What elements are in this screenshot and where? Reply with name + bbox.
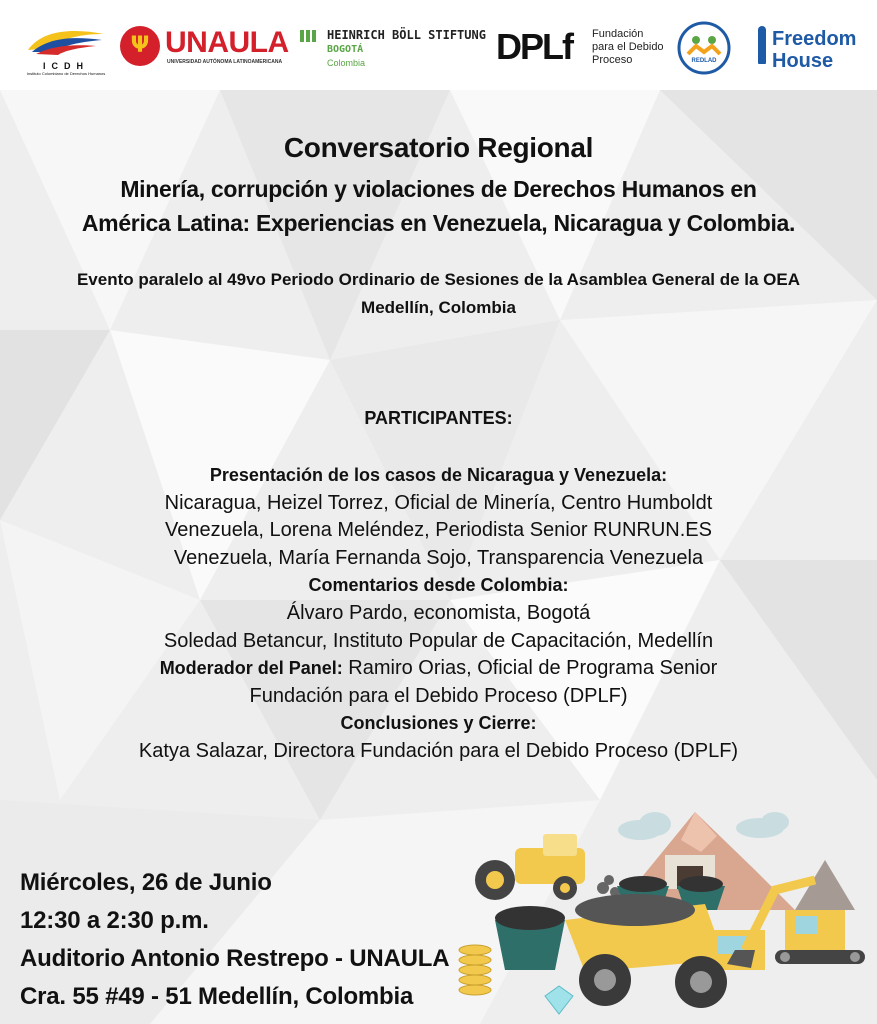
tractor-icon xyxy=(475,834,585,900)
boll-city: BOGOTÁ xyxy=(327,44,364,55)
boll-name: HEINRICH BÖLL STIFTUNG xyxy=(327,28,486,42)
participant-case-1: Nicaragua, Heizel Torrez, Oficial de Minería, Centro Humboldt xyxy=(164,491,713,514)
unaula-seal-icon: Ψ xyxy=(120,26,160,66)
sponsor-logos xyxy=(0,10,877,80)
participant-case-3: Venezuela, María Fernanda Sojo, Transparencia Venezuela xyxy=(173,546,704,569)
event-details xyxy=(20,864,449,1016)
cases-heading: Presentación de los casos de Nicaragua y Venezuela: xyxy=(209,465,668,485)
icdh-acronym: ICDH xyxy=(43,61,89,71)
unaula-name: UNAULA xyxy=(165,26,289,59)
dplf-logo xyxy=(496,24,666,78)
participant-colombia-1: Álvaro Pardo, economista, Bogotá xyxy=(286,601,591,624)
moderator-label: Moderador del Panel: xyxy=(159,658,343,679)
redlad-logo xyxy=(676,20,732,76)
freedom-line2: House xyxy=(772,50,834,72)
dplf-line2: para el Debido xyxy=(592,41,664,53)
event-subtitle xyxy=(0,172,877,240)
participant-colombia-2: Soledad Betancur, Instituto Popular de Capacitación, Medellín xyxy=(163,629,714,652)
icdh-caption: Instituto Colombiano de Derechos Humanos xyxy=(26,71,106,76)
event-line-2: Medellín, Colombia xyxy=(361,298,516,317)
unaula-caption: UNIVERSIDAD AUTÓNOMA LATINOAMERICANA xyxy=(167,59,283,65)
colombia-heading: Comentarios desde Colombia: xyxy=(308,575,569,596)
participant-case-2: Venezuela, Lorena Meléndez, Periodista Senior RUNRUN.ES xyxy=(165,519,712,542)
redlad-name: REDLAD xyxy=(691,58,717,64)
closing-heading: Conclusiones y Cierre: xyxy=(340,713,537,734)
event-date: Miércoles, 26 de Junio xyxy=(20,869,272,896)
diamond-icon xyxy=(545,986,573,1014)
dplf-line3: Proceso xyxy=(592,54,633,66)
freedom-line1: Freedom xyxy=(772,28,857,50)
moderator-line xyxy=(0,655,877,683)
participants-list xyxy=(0,462,877,766)
closing-text: Katya Salazar, Directora Fundación para el Debido Proceso (DPLF) xyxy=(138,739,739,762)
torch-icon xyxy=(758,26,766,64)
boll-country: Colombia xyxy=(327,58,366,68)
event-venue: Auditorio Antonio Restrepo - UNAULA xyxy=(20,945,450,972)
redlad-emblem-icon xyxy=(676,20,732,76)
event-context xyxy=(0,266,877,322)
icdh-emblem xyxy=(22,24,110,58)
coins-icon xyxy=(459,945,491,995)
event-line-1: Evento paralelo al 49vo Periodo Ordinario de Sesiones de la Asamblea General de la OEA xyxy=(76,270,801,289)
subtitle-line-1: Minería, corrupción y violaciones de Derechos Humanos en xyxy=(120,176,757,202)
event-title: Conversatorio Regional xyxy=(283,132,594,163)
boll-logo xyxy=(300,28,490,78)
boll-mark-icon xyxy=(300,30,316,42)
mining-illustration xyxy=(455,800,877,1024)
moderator-org: Fundación para el Debido Proceso (DPLF) xyxy=(249,684,628,707)
freedom-house-logo xyxy=(758,20,868,76)
dplf-line1: Fundación xyxy=(592,28,644,40)
ore-cart-icon xyxy=(495,906,565,970)
dplf-acronym: DPLf xyxy=(496,26,572,67)
participants-heading: PARTICIPANTES: xyxy=(364,408,513,428)
icdh-logo xyxy=(22,24,110,76)
event-address: Cra. 55 #49 - 51 Medellín, Colombia xyxy=(20,983,414,1010)
subtitle-line-2: América Latina: Experiencias en Venezuela, Nicaragua y Colombia. xyxy=(81,210,796,236)
unaula-logo xyxy=(120,26,290,76)
event-time: 12:30 a 2:30 p.m. xyxy=(20,907,209,934)
moderator-text: Ramiro Orias, Oficial de Programa Senior xyxy=(342,657,718,680)
